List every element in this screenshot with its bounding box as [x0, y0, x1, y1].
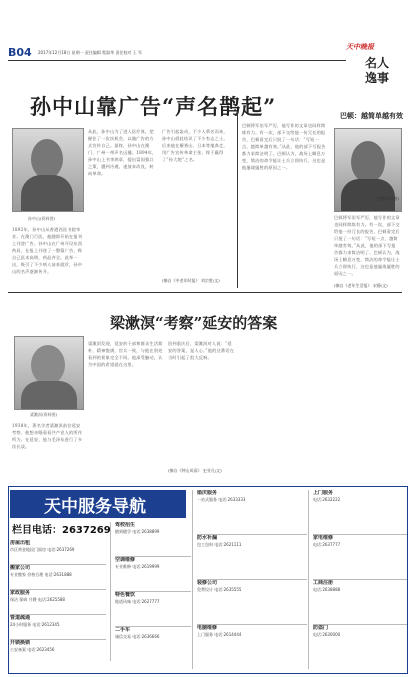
ad-item-title: 防盗门	[313, 625, 329, 631]
article3-title: 梁漱溟“考察”延安的答案	[110, 314, 278, 332]
ad-item-info: 随到随学 电话:2638899	[115, 529, 160, 534]
ads-col3	[192, 490, 307, 669]
article3-col3: 回到重庆后，梁漱溟对人说：“延安的答案，是人心。”他的这番话在当时引起了很大反响。	[168, 341, 235, 360]
ad-item	[313, 580, 407, 625]
ad-item	[10, 565, 106, 590]
ad-item-info: 24小时服务 电话:2612345	[10, 622, 60, 627]
article3-col1: 1938年，著名学者梁漱溟前往延安考察，他想亲眼看看共产党人的所作所为。在延安，他与毛泽东进行了多次长谈。	[12, 423, 83, 449]
ad-item-title: 空调维修	[115, 557, 136, 563]
ad-item	[10, 615, 106, 640]
ad-item-info: 上门服务 电话:2614444	[197, 632, 242, 637]
article2-byline: (摘自《老年生活报》 宋静/文)	[334, 283, 388, 288]
ad-item-title: 家政服务	[10, 590, 31, 596]
ad-item	[10, 640, 106, 664]
article3-col2: 梁漱溟发现，延安的干部和群众生活简朴，精神饱满，官兵一致，与他在别处看到的景象完全不同。他深受触动，认为中国的希望就在这里。	[88, 341, 163, 367]
ad-item-info: 一站式服务 电话:2633333	[197, 497, 246, 502]
ad-item	[197, 580, 307, 625]
ad-item-title: 防水补漏	[197, 535, 218, 541]
article3-photo-caption: 梁漱溟(资料图)	[30, 412, 58, 417]
ad-item-info: 电话:2632222	[313, 497, 341, 502]
ad-item-title: 开锁换锁	[10, 640, 31, 646]
ad-item-info: 专业维修 电话:2619999	[115, 564, 160, 569]
article1-col2: 从此，孙中山为了进入医疗界，把握住了一次次机会，以做广告的方式宣传自己。最终，孙中山在澳门、广州一带声名远播。1894年，孙中山上书李鸿章，提出富国强兵之策，遭到冷遇，遂放弃改良，转向革命。	[88, 129, 157, 176]
ad-item-info: 电话:2630000	[313, 632, 341, 637]
section-title-text: 名人逸事	[364, 56, 389, 85]
ad-item-info: 专业搬家 价格合理 电话:2631888	[10, 572, 72, 577]
ad-item-title: 管道疏通	[10, 615, 31, 621]
ad-item-info: 电话:2637777	[313, 542, 341, 547]
article1-col1: 1892年，孙中山从香港西医书院毕业。在澳门行医，他随即开始在报刊上刊登广告。孙中山在广州开设东西药局，在报上刊登了一整篇广告，称自己医术高明，药品齐全。此举一出，吸引了不少病人前来就诊，孙中山的名声逐渐传开。	[12, 227, 83, 274]
ad-item	[10, 540, 106, 565]
ad-item-title: 二手车	[115, 627, 131, 633]
liang-shuming-photo	[14, 336, 84, 410]
ad-item-title: 房屋出租	[10, 540, 31, 546]
ad-item	[313, 625, 407, 669]
ad-item-info: 包工包料 电话:2621111	[197, 542, 242, 547]
ad-item	[197, 490, 307, 535]
ad-item	[313, 535, 407, 580]
ads-col2	[110, 522, 191, 661]
header-rule	[8, 60, 346, 61]
ad-item-title: 驾校招生	[115, 522, 136, 528]
article2-extra: 巴顿将军治军严厉，他写作的文章也同样简练有力。有一次，部下交给他一份冗长的报告，巴顿看完后只批了一句话：“写短一点，越简单越有效。”从此，他的部下写报告都力求简洁明了。巴顿认为，战场上瞬息万变，简洁的命令能让士兵立即执行，这也是他屡战屡胜的原因之一。	[334, 215, 400, 276]
article2-photo-caption: 巴顿(资料图)	[376, 196, 400, 201]
ad-item	[197, 535, 307, 580]
ad-item	[115, 592, 191, 627]
ad-item-info: 诚信交易 电话:2636666	[115, 634, 160, 639]
ad-item-title: 装修公司	[197, 580, 218, 586]
ad-item-title: 工商注册	[313, 580, 334, 586]
ad-item	[313, 490, 407, 535]
sun-yatsen-photo	[12, 128, 84, 212]
article1-col3: 广告引起轰动，不少人慕名而来，孙中山借此结识了不少有志之士。后来他在檀香山、日本等地奔走，用广告宣传革命主张，终于赢得了“孙大炮”之名。	[162, 129, 228, 162]
ad-item-info: 市区黄金地段门面房 电话:2637269	[10, 547, 75, 552]
article3-top-rule	[8, 292, 402, 293]
article2-divider	[237, 112, 238, 288]
article3-byline: (摘自《钟山风雨》 史亚凡/文)	[168, 468, 222, 473]
brand-logo: 天中晚报	[346, 42, 374, 51]
page-meta: 2017年12月18日 星期一 责任编辑 程淑华 责任校对 王 军	[38, 50, 142, 55]
page-number: B04	[8, 46, 32, 59]
ad-item-info: 电话:2638888	[313, 587, 341, 592]
ad-item-info: 免费设计 电话:2635555	[197, 587, 242, 592]
section-title	[354, 56, 400, 86]
article1-title: 孙中山靠广告“声名鹊起”	[30, 94, 277, 119]
ad-item-title: 搬家公司	[10, 565, 31, 571]
ad-item	[197, 625, 307, 669]
ad-item	[10, 590, 106, 615]
ad-item-title: 婚庆服务	[197, 490, 218, 496]
ad-item-title: 电脑维修	[197, 625, 218, 631]
ad-item	[115, 557, 191, 592]
ads-col4	[308, 490, 407, 669]
ad-item-title: 上门服务	[313, 490, 334, 496]
ad-item	[115, 522, 191, 557]
ad-item-title: 特色餐饮	[115, 592, 136, 598]
ads-col1	[10, 540, 106, 664]
article2-caption-title: 巴顿：越简单越有效	[340, 111, 403, 120]
ads-hotline: 栏目电话：2637269	[12, 525, 111, 536]
ad-item-info: 公安备案 电话:2623456	[10, 647, 55, 652]
ad-item-title: 家电维修	[313, 535, 334, 541]
ad-item	[115, 627, 191, 661]
ads-logo-text: 天中服务导航	[44, 497, 146, 517]
ads-logo	[10, 490, 186, 518]
article1-photo-caption: 孙中山(资料图)	[28, 216, 56, 221]
article2-body: 巴顿将军治军严厉，他写作的文章也同样简练有力。有一次，部下交给他一份冗长的报告，巴顿看完后只批了一句话：“写短一点，越简单越有效。”从此，他的部下写报告都力求简洁明了。巴顿认为，战场上瞬息万变，简洁的命令能让士兵立即执行，这也是他屡战屡胜的原因之一。	[242, 123, 326, 170]
ad-item-info: 保洁 保姆 月嫂 电话:2625588	[10, 597, 65, 602]
ad-item-info: 地道风味 电话:2627777	[115, 599, 160, 604]
article1-byline: (摘自《中老年时报》 刘宗胜/文)	[162, 278, 220, 283]
